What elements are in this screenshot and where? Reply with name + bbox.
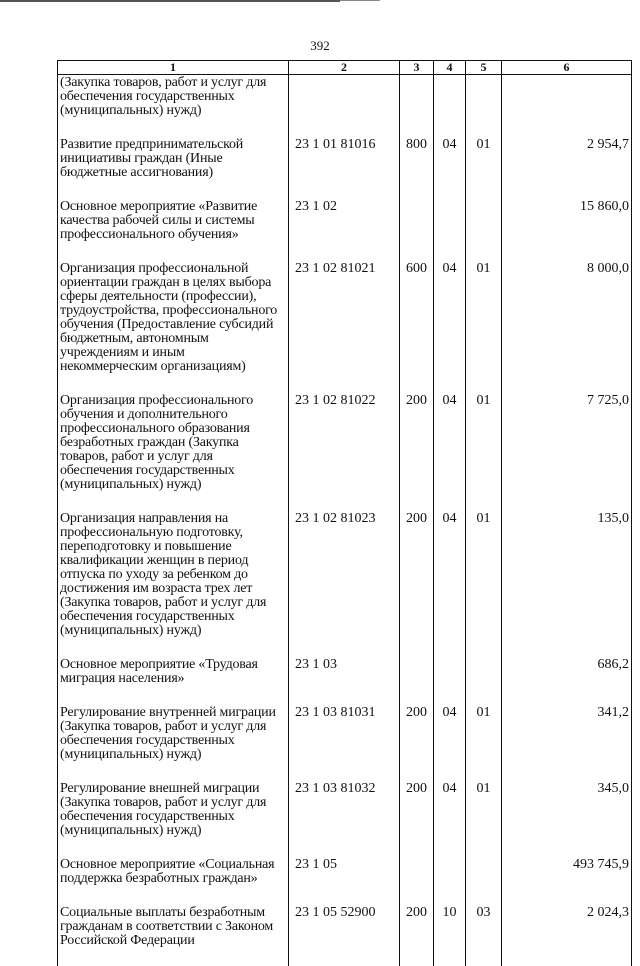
row-section: 04 [434,136,466,198]
row-section [434,198,466,260]
header-col-3: 3 [400,61,434,75]
row-amount: 2 954,7 [502,136,632,198]
row-code: 23 1 02 81022 [289,392,400,510]
row-name: Социальные выплаты безработным гражданам в соответствии с Законом Российской Федерации [58,904,289,966]
row-code: 23 1 02 81021 [289,260,400,392]
row-subsection: 01 [466,260,502,392]
row-section: 10 [434,904,466,966]
row-amount: 15 860,0 [502,198,632,260]
table-row [58,856,632,904]
row-expense-type: 200 [400,392,434,510]
row-code: 23 1 01 81016 [289,136,400,198]
row-expense-type: 200 [400,904,434,966]
table-row [58,136,632,198]
table-row [58,260,632,392]
row-subsection [466,198,502,260]
row-section: 04 [434,780,466,856]
top-rule [0,0,640,3]
row-code [289,75,400,137]
row-subsection: 03 [466,904,502,966]
row-name: Регулирование внешней миграции (Закупка товаров, работ и услуг для обеспечения государственных (муниципальных) нужд) [58,780,289,856]
row-expense-type: 200 [400,704,434,780]
table-row [58,75,632,137]
row-expense-type: 800 [400,136,434,198]
row-section: 04 [434,510,466,656]
row-expense-type: 600 [400,260,434,392]
header-col-1: 1 [58,61,289,75]
row-subsection: 01 [466,136,502,198]
row-expense-type [400,198,434,260]
row-expense-type [400,856,434,904]
row-code: 23 1 03 81032 [289,780,400,856]
row-subsection: 01 [466,392,502,510]
table-row [58,780,632,856]
row-name: Основное мероприятие «Социальная поддержка безработных граждан» [58,856,289,904]
row-amount: 493 745,9 [502,856,632,904]
header-col-2: 2 [289,61,400,75]
row-expense-type [400,75,434,137]
budget-table [57,60,632,966]
row-section: 04 [434,392,466,510]
row-name: Организация профессиональной ориентации граждан в целях выбора сферы деятельности (профессии), трудоустройства, профессионального обучения (Предоставление субсидий бюджетным, автономным учреждениям и иным некоммерческим организациям) [58,260,289,392]
row-code: 23 1 02 [289,198,400,260]
row-name: Организация направления на профессиональную подготовку, переподготовку и повышение квалификации женщин в период отпуска по уходу за ребенком до достижения им возраста трех лет (Закупка товаров, работ и услуг для обеспечения государственных (муниципальных) нужд) [58,510,289,656]
table-row [58,392,632,510]
row-subsection [466,75,502,137]
row-subsection: 01 [466,780,502,856]
table-row [58,904,632,966]
row-subsection [466,856,502,904]
row-name: Организация профессионального обучения и дополнительного профессионального образования безработных граждан (Закупка товаров, работ и услуг для обеспечения государственных (муниципальных) нужд) [58,392,289,510]
row-amount: 7 725,0 [502,392,632,510]
row-amount: 341,2 [502,704,632,780]
row-subsection: 01 [466,704,502,780]
page-number: 392 [310,38,330,53]
table-row [58,704,632,780]
row-amount: 345,0 [502,780,632,856]
row-name: Основное мероприятие «Трудовая миграция населения» [58,656,289,704]
row-section [434,656,466,704]
row-subsection [466,656,502,704]
top-rule-segment [340,0,380,1]
row-amount: 2 024,3 [502,904,632,966]
row-section [434,856,466,904]
header-row [58,61,632,75]
row-code: 23 1 03 81031 [289,704,400,780]
row-section [434,75,466,137]
row-name: (Закупка товаров, работ и услуг для обеспечения государственных (муниципальных) нужд) [58,75,289,137]
top-rule-segment [0,0,340,2]
header-col-6: 6 [502,61,632,75]
row-amount: 8 000,0 [502,260,632,392]
row-name: Развитие предпринимательской инициативы граждан (Иные бюджетные ассигнования) [58,136,289,198]
table-row [58,656,632,704]
header-col-5: 5 [466,61,502,75]
row-amount: 686,2 [502,656,632,704]
row-name: Основное мероприятие «Развитие качества рабочей силы и системы профессионального обучения» [58,198,289,260]
row-code: 23 1 05 [289,856,400,904]
row-section: 04 [434,704,466,780]
row-amount [502,75,632,137]
table-row [58,510,632,656]
row-section: 04 [434,260,466,392]
row-amount: 135,0 [502,510,632,656]
row-code: 23 1 02 81023 [289,510,400,656]
row-subsection: 01 [466,510,502,656]
row-expense-type: 200 [400,510,434,656]
row-expense-type [400,656,434,704]
table-row [58,198,632,260]
row-code: 23 1 05 52900 [289,904,400,966]
header-col-4: 4 [434,61,466,75]
row-name: Регулирование внутренней миграции (Закупка товаров, работ и услуг для обеспечения государственных (муниципальных) нужд) [58,704,289,780]
row-expense-type: 200 [400,780,434,856]
row-code: 23 1 03 [289,656,400,704]
